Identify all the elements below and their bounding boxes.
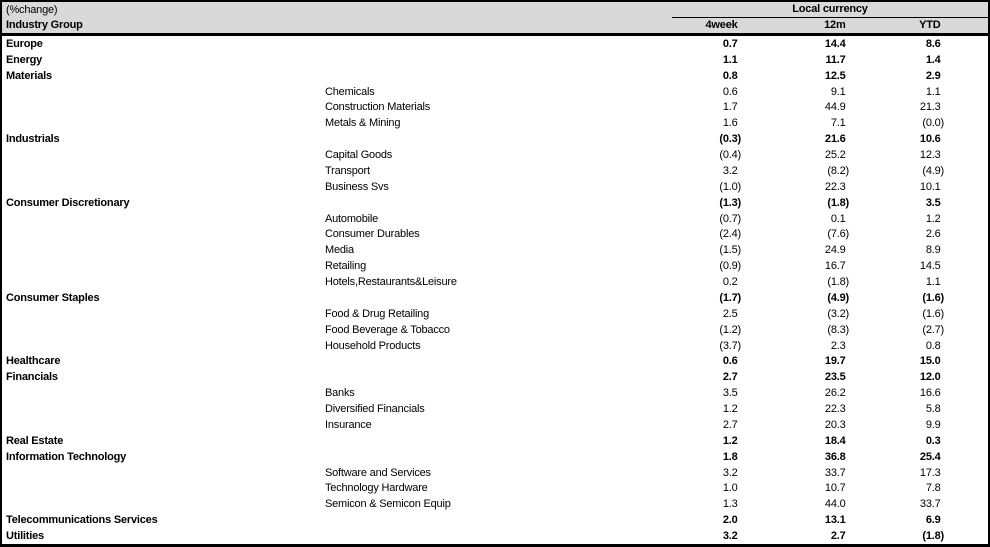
value-text: 2.6	[925, 228, 941, 241]
value-cell-4week	[672, 213, 777, 225]
value-cell-ytd	[882, 355, 988, 367]
value-text: 13.1	[824, 514, 846, 527]
value-text: 23.5	[824, 371, 846, 384]
industry-group-row	[2, 131, 988, 147]
value-cell-ytd	[882, 514, 988, 526]
value-text: (3.7)	[719, 339, 741, 352]
value-cell-12m	[777, 197, 882, 209]
value-cell-12m	[777, 340, 882, 352]
value-text: 1.2	[722, 434, 738, 447]
value-text: 3.2	[722, 164, 738, 177]
value-text: (3.2)	[827, 307, 849, 320]
value-text: (4.9)	[827, 291, 849, 304]
value-cell-12m	[777, 38, 882, 50]
value-cell-12m	[777, 530, 882, 542]
value-text: 2.7	[830, 530, 846, 543]
value-cell-ytd	[882, 133, 988, 145]
value-text: 2.9	[925, 69, 941, 82]
value-text: 19.7	[824, 355, 846, 368]
value-cell-4week	[672, 371, 777, 383]
value-cell-12m	[777, 435, 882, 447]
value-cell-4week	[672, 38, 777, 50]
row-label: Hotels,Restaurants&Leisure	[325, 276, 457, 289]
value-cell-12m	[777, 149, 882, 161]
value-text: 0.8	[722, 69, 738, 82]
value-cell-12m	[777, 498, 882, 510]
row-label: Food & Drug Retailing	[325, 307, 430, 320]
value-cell-ytd	[882, 482, 988, 494]
value-text: 33.7	[824, 466, 846, 479]
value-cell-ytd	[882, 276, 988, 288]
value-cell-ytd	[882, 260, 988, 272]
value-cell-ytd	[882, 70, 988, 82]
header-row-top	[2, 2, 988, 18]
row-label: Energy	[6, 53, 43, 66]
value-cell-ytd	[882, 403, 988, 415]
value-text: 25.4	[919, 450, 941, 463]
value-cell-4week	[672, 101, 777, 113]
value-cell-4week	[672, 149, 777, 161]
value-cell-12m	[777, 117, 882, 129]
value-text: 0.1	[830, 212, 846, 225]
value-text: 8.6	[925, 37, 941, 50]
value-cell-ytd	[882, 340, 988, 352]
sub-industry-row	[2, 211, 988, 227]
value-cell-ytd	[882, 530, 988, 542]
value-text: (4.9)	[922, 164, 944, 177]
value-cell-4week	[672, 197, 777, 209]
row-label: Automobile	[325, 212, 379, 225]
row-label: Transport	[325, 164, 370, 177]
row-label: Metals & Mining	[325, 117, 401, 130]
value-text: 11.7	[825, 53, 846, 66]
value-text: 9.1	[830, 85, 846, 98]
value-cell-ytd	[882, 292, 988, 304]
sub-industry-row	[2, 496, 988, 512]
value-text: (8.3)	[827, 323, 849, 336]
sub-industry-row	[2, 179, 988, 195]
value-cell-12m	[777, 403, 882, 415]
industry-group-column-header: Industry Group	[6, 19, 83, 32]
value-text: 16.6	[919, 387, 941, 400]
value-cell-ytd	[882, 101, 988, 113]
row-label: Insurance	[325, 418, 372, 431]
value-cell-12m	[777, 467, 882, 479]
value-cell-12m	[777, 244, 882, 256]
row-label: Retailing	[325, 260, 367, 273]
value-cell-4week	[672, 260, 777, 272]
value-cell-12m	[777, 101, 882, 113]
sub-industry-row	[2, 163, 988, 179]
value-cell-4week	[672, 70, 777, 82]
value-text: (7.6)	[827, 228, 849, 241]
value-cell-4week	[672, 467, 777, 479]
value-cell-ytd	[882, 324, 988, 336]
value-text: 24.9	[824, 244, 846, 257]
value-text: 12.3	[919, 149, 941, 162]
value-text: (2.4)	[719, 228, 741, 241]
value-cell-12m	[777, 451, 882, 463]
value-text: (1.5)	[719, 244, 741, 257]
value-text: 1.2	[925, 212, 941, 225]
row-label: Industrials	[6, 133, 60, 146]
value-cell-4week	[672, 387, 777, 399]
value-cell-12m	[777, 514, 882, 526]
value-cell-ytd	[882, 117, 988, 129]
value-text: 22.3	[824, 180, 846, 193]
row-label: Consumer Durables	[325, 228, 420, 241]
industry-group-row	[2, 290, 988, 306]
value-text: 1.4	[925, 53, 941, 66]
value-text: 26.2	[824, 387, 846, 400]
value-cell-ytd	[882, 308, 988, 320]
value-text: 20.3	[824, 418, 846, 431]
row-label: Healthcare	[6, 355, 61, 368]
value-text: 3.5	[722, 387, 738, 400]
value-text: 1.8	[722, 450, 738, 463]
value-text: (1.7)	[719, 291, 741, 304]
value-text: 14.5	[919, 260, 941, 273]
sub-industry-row	[2, 417, 988, 433]
sub-industry-row	[2, 115, 988, 131]
sub-industry-row	[2, 465, 988, 481]
value-cell-12m	[777, 355, 882, 367]
value-cell-4week	[672, 117, 777, 129]
value-cell-12m	[777, 419, 882, 431]
table-body	[2, 36, 988, 544]
value-text: 7.1	[830, 117, 846, 130]
value-text: (0.0)	[922, 117, 944, 130]
value-cell-12m	[777, 308, 882, 320]
value-cell-12m	[777, 371, 882, 383]
value-text: 1.0	[722, 482, 738, 495]
row-label: Europe	[6, 37, 43, 50]
value-cell-4week	[672, 228, 777, 240]
value-text: 12.0	[919, 371, 941, 384]
value-cell-12m	[777, 482, 882, 494]
value-cell-12m	[777, 276, 882, 288]
row-label: Construction Materials	[325, 101, 431, 114]
value-cell-12m	[777, 70, 882, 82]
value-cell-ytd	[882, 371, 988, 383]
value-cell-4week	[672, 165, 777, 177]
header-row-columns	[2, 18, 988, 34]
row-label: Banks	[325, 387, 355, 400]
value-cell-ytd	[882, 86, 988, 98]
value-text: (2.7)	[922, 323, 944, 336]
value-text: 0.3	[925, 434, 941, 447]
industry-group-row	[2, 369, 988, 385]
industry-group-row	[2, 512, 988, 528]
industry-group-row	[2, 68, 988, 84]
row-label: Financials	[6, 371, 58, 384]
value-text: 3.5	[925, 196, 941, 209]
value-text: 0.2	[722, 276, 738, 289]
value-cell-4week	[672, 181, 777, 193]
value-cell-4week	[672, 482, 777, 494]
value-text: (0.3)	[719, 133, 741, 146]
value-cell-4week	[672, 324, 777, 336]
value-text: 3.2	[722, 466, 738, 479]
value-text: 6.9	[925, 514, 941, 527]
value-text: 2.7	[722, 371, 738, 384]
value-text: 0.6	[722, 85, 738, 98]
column-header-4week	[672, 19, 777, 31]
industry-group-row	[2, 36, 988, 52]
value-text: 12.5	[824, 69, 846, 82]
value-cell-ytd	[882, 467, 988, 479]
value-cell-12m	[777, 133, 882, 145]
value-cell-4week	[672, 340, 777, 352]
value-cell-ytd	[882, 197, 988, 209]
value-cell-ytd	[882, 165, 988, 177]
value-text: 3.2	[722, 530, 738, 543]
value-text: 21.6	[824, 133, 846, 146]
industry-group-row	[2, 354, 988, 370]
value-text: (0.9)	[719, 260, 741, 273]
value-cell-4week	[672, 498, 777, 510]
value-text: 8.9	[925, 244, 941, 257]
value-text: (1.8)	[922, 530, 944, 543]
value-cell-ytd	[882, 38, 988, 50]
value-cell-4week	[672, 514, 777, 526]
value-cell-4week	[672, 244, 777, 256]
sub-industry-row	[2, 147, 988, 163]
value-text: 10.1	[919, 180, 941, 193]
value-cell-ytd	[882, 244, 988, 256]
value-text: (1.6)	[922, 291, 944, 304]
row-label: Technology Hardware	[325, 482, 428, 495]
value-text: 0.8	[925, 339, 941, 352]
value-text: 10.7	[824, 482, 846, 495]
value-text: 7.8	[925, 482, 941, 495]
value-cell-4week	[672, 308, 777, 320]
value-text: 0.6	[722, 355, 738, 368]
value-cell-ytd	[882, 149, 988, 161]
row-label: Telecommunications Services	[6, 514, 158, 527]
pct-change-caption: (%change)	[6, 3, 58, 16]
column-header-ytd-label: YTD	[919, 19, 941, 32]
row-label: Real Estate	[6, 434, 64, 447]
value-text: 1.1	[925, 276, 941, 289]
sub-industry-row	[2, 84, 988, 100]
value-text: 2.5	[722, 307, 738, 320]
value-text: 1.1	[925, 85, 941, 98]
value-text: 10.6	[919, 133, 941, 146]
value-cell-ytd	[882, 228, 988, 240]
value-cell-12m	[777, 292, 882, 304]
value-text: 2.3	[830, 339, 846, 352]
value-text: 1.2	[722, 403, 738, 416]
value-cell-ytd	[882, 213, 988, 225]
value-cell-12m	[777, 387, 882, 399]
value-cell-ytd	[882, 498, 988, 510]
value-text: (0.7)	[719, 212, 741, 225]
value-text: (1.0)	[719, 180, 741, 193]
row-label: Media	[325, 244, 354, 257]
value-text: 16.7	[824, 260, 846, 273]
value-cell-ytd	[882, 54, 988, 66]
industry-group-row	[2, 528, 988, 544]
row-label: Utilities	[6, 530, 44, 543]
sub-industry-row	[2, 100, 988, 116]
value-cell-4week	[672, 133, 777, 145]
value-cell-4week	[672, 435, 777, 447]
value-cell-12m	[777, 324, 882, 336]
value-cell-12m	[777, 260, 882, 272]
row-label: Chemicals	[325, 85, 375, 98]
value-cell-4week	[672, 419, 777, 431]
sub-industry-row	[2, 385, 988, 401]
value-text: 1.1	[722, 53, 738, 66]
value-text: (1.2)	[719, 323, 741, 336]
sub-industry-row	[2, 242, 988, 258]
industry-group-row	[2, 195, 988, 211]
value-cell-4week	[672, 54, 777, 66]
value-cell-4week	[672, 403, 777, 415]
row-label: Capital Goods	[325, 149, 393, 162]
row-label: Business Svs	[325, 180, 389, 193]
industry-group-row	[2, 52, 988, 68]
row-label: Consumer Discretionary	[6, 196, 130, 209]
value-text: 2.7	[722, 418, 738, 431]
value-text: 5.8	[925, 403, 941, 416]
value-text: (8.2)	[827, 164, 849, 177]
sub-industry-row	[2, 258, 988, 274]
value-text: 17.3	[919, 466, 941, 479]
value-cell-ytd	[882, 387, 988, 399]
value-text: 0.7	[722, 37, 738, 50]
row-label: Information Technology	[6, 450, 127, 463]
value-text: 1.3	[722, 498, 738, 511]
value-text: 1.6	[722, 117, 738, 130]
value-text: 21.3	[919, 101, 941, 114]
column-header-4week-label: 4week	[705, 19, 738, 32]
value-cell-4week	[672, 530, 777, 542]
industry-group-row	[2, 449, 988, 465]
value-text: 14.4	[824, 37, 846, 50]
value-text: 22.3	[824, 403, 846, 416]
value-text: (1.8)	[827, 196, 849, 209]
value-cell-12m	[777, 165, 882, 177]
value-cell-12m	[777, 213, 882, 225]
value-text: 44.9	[824, 101, 846, 114]
value-cell-12m	[777, 54, 882, 66]
value-cell-ytd	[882, 435, 988, 447]
value-text: 18.4	[824, 434, 846, 447]
value-text: 44.0	[824, 498, 846, 511]
value-text: 36.8	[824, 450, 846, 463]
value-text: 1.7	[722, 101, 738, 114]
industry-group-row	[2, 433, 988, 449]
row-label: Food Beverage & Tobacco	[325, 323, 450, 336]
row-label: Consumer Staples	[6, 291, 100, 304]
value-text: 33.7	[919, 498, 941, 511]
value-text: (1.8)	[827, 276, 849, 289]
sub-industry-row	[2, 274, 988, 290]
table-header	[2, 2, 988, 36]
sub-industry-row	[2, 322, 988, 338]
value-cell-12m	[777, 228, 882, 240]
value-text: 15.0	[919, 355, 941, 368]
sub-industry-row	[2, 481, 988, 497]
row-label: Materials	[6, 69, 52, 82]
row-label: Software and Services	[325, 466, 431, 479]
value-cell-ytd	[882, 181, 988, 193]
row-label: Semicon & Semicon Equip	[325, 498, 451, 511]
value-text: (1.3)	[719, 196, 741, 209]
value-text: (1.6)	[922, 307, 944, 320]
local-currency-group-header	[672, 2, 988, 18]
value-cell-ytd	[882, 451, 988, 463]
value-cell-ytd	[882, 419, 988, 431]
value-cell-4week	[672, 86, 777, 98]
value-cell-12m	[777, 86, 882, 98]
row-label: Diversified Financials	[325, 403, 425, 416]
value-cell-4week	[672, 276, 777, 288]
value-text: 9.9	[925, 418, 941, 431]
value-cell-4week	[672, 292, 777, 304]
value-text: (0.4)	[719, 149, 741, 162]
value-text: 25.2	[824, 149, 846, 162]
row-label: Household Products	[325, 339, 421, 352]
column-header-12m-label: 12m	[824, 19, 846, 32]
local-currency-label: Local currency	[792, 3, 868, 16]
value-text: 2.0	[722, 514, 738, 527]
column-header-ytd	[882, 19, 988, 31]
sub-industry-row	[2, 401, 988, 417]
value-cell-4week	[672, 451, 777, 463]
sub-industry-row	[2, 338, 988, 354]
sub-industry-row	[2, 227, 988, 243]
column-header-12m	[777, 19, 882, 31]
value-cell-12m	[777, 181, 882, 193]
value-cell-4week	[672, 355, 777, 367]
sub-industry-row	[2, 306, 988, 322]
